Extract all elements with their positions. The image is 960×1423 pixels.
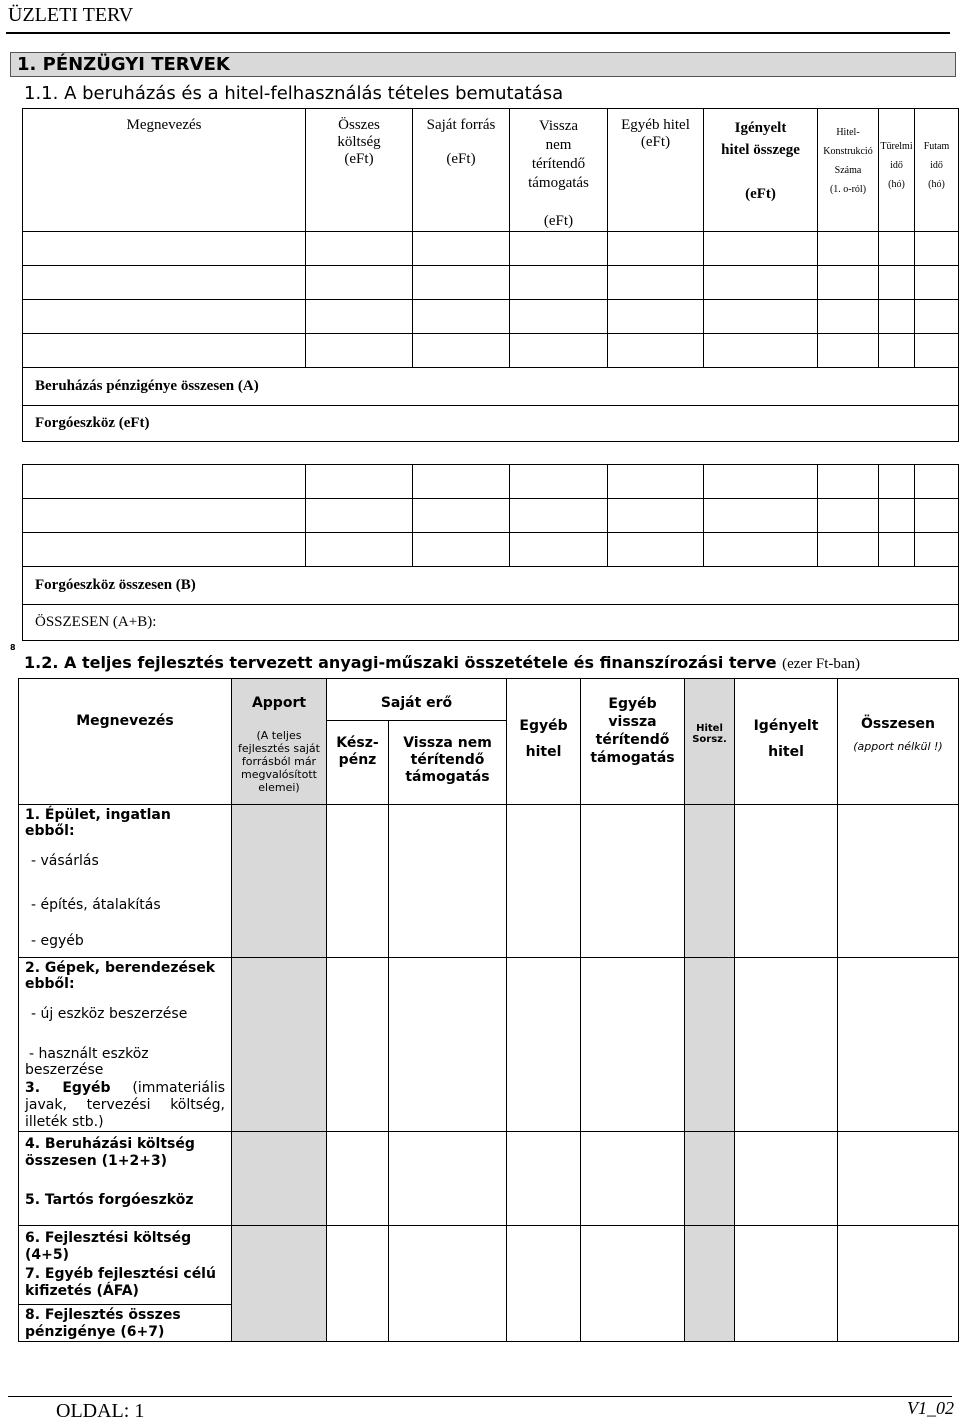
forgoeszkoz-row: Forgóeszköz (eFt) <box>23 406 959 442</box>
document-header-title: ÜZLETI TERV <box>8 4 134 26</box>
row-label-egyeb-3: 3. Egyéb (immateriális javak, tervezési költség, illeték stb.) <box>25 1080 225 1130</box>
col-megnevezes: Megnevezés <box>23 109 306 232</box>
total-label-cell <box>19 1132 232 1226</box>
table-row <box>23 232 959 266</box>
col-turelmi-ido: Türelmi idő (hó) <box>879 109 915 232</box>
footnote-marker: 8 <box>10 643 16 652</box>
row-label-gepek: 2. Gépek, berendezések ebből: <box>25 960 216 992</box>
col-igenyelt-hitel-2: Igényelt hitel <box>735 679 838 805</box>
current-assets-table <box>22 464 959 641</box>
table-row <box>23 334 959 368</box>
col-igenyelt-hitel: Igényelt hitel összege (eFt) <box>704 109 818 232</box>
col-futam-ido: Futam idő (hó) <box>915 109 959 232</box>
col-hitel-sorsz: Hitel Sorsz. <box>685 679 735 805</box>
version-label: V1_02 <box>907 1398 954 1418</box>
building-label-cell <box>19 805 232 958</box>
input-cell[interactable] <box>23 300 306 334</box>
section-1-2-title: 1.2. A teljes fejlesztés tervezett anyagi-műszaki összetétele és finanszírozási terve (ezer Ft-ban) <box>24 653 861 672</box>
row-label-afa: 7. Egyéb fejlesztési célú kifizetés (ÁFA) <box>19 1266 231 1305</box>
table-row <box>23 266 959 300</box>
table-row <box>23 465 959 499</box>
total-row: ÖSSZESEN (A+B): <box>23 605 959 641</box>
section-1-1-title: 1.1. A beruházás és a hitel-felhasználás tételes bemutatása <box>24 83 564 104</box>
col-egyeb-hitel-2: Egyéb hitel <box>507 679 581 805</box>
row-label-egyeb-1: - egyéb <box>31 933 84 949</box>
row-label-fejlesztesi-koltseg: 6. Fejlesztési költség (4+5) <box>25 1230 192 1263</box>
table-row <box>23 533 959 567</box>
apport-note: (A teljes fejlesztés saját forrásból már megvalósított elemei) <box>238 729 320 794</box>
input-cell[interactable] <box>23 533 306 567</box>
col-vissza-nem-teritendo: Vissza nem térítendő támogatás (eFt) <box>510 109 608 232</box>
col-hitel-konstrukcio: Hitel- Konstrukció Száma (1. o-ról) <box>818 109 879 232</box>
input-cell[interactable] <box>23 266 306 300</box>
row-label-tartos-forgoeszkoz: 5. Tartós forgóeszköz <box>25 1192 194 1208</box>
col-megnevezes-2: Megnevezés <box>19 679 232 805</box>
col-apport: Apport (A teljes fejlesztés saját forrásból már megvalósított elemei) <box>232 679 327 805</box>
row-label-epites: - építés, átalakítás <box>31 897 161 913</box>
col-sajat-forras: Saját forrás (eFt) <box>413 109 510 232</box>
footer-divider <box>8 1396 952 1397</box>
row-label-epulet: 1. Épület, ingatlan ebből: <box>25 807 171 839</box>
col-osszes-koltseg: Összes költség (eFt) <box>306 109 413 232</box>
sum-a-row: Beruházás pénzigénye összesen (A) <box>23 368 959 406</box>
header-divider <box>6 32 950 34</box>
sum-b-row: Forgóeszköz összesen (B) <box>23 567 959 605</box>
page-number: OLDAL: 1 <box>56 1400 145 1422</box>
table-row <box>23 499 959 533</box>
input-cell[interactable] <box>23 334 306 368</box>
col-sajat-ero: Saját erő <box>327 679 507 721</box>
input-cell[interactable] <box>23 465 306 499</box>
summary-label-cell <box>19 1226 232 1342</box>
row-label-uj-eszkoz: - új eszköz beszerzése <box>31 1006 188 1022</box>
osszesen-note: (apport nélkül !) <box>853 740 943 753</box>
col-vissza-nem-teritendo-2: Vissza nem térítendő támogatás <box>389 721 507 805</box>
row-label-hasznalt-eszkoz: - használt eszköz beszerzése <box>25 1046 149 1078</box>
row-label-vasarlas: - vásárlás <box>31 853 99 869</box>
machinery-label-cell <box>19 958 232 1132</box>
row-label-osszes-penzigeny: 8. Fejlesztés összes pénzigénye (6+7) <box>25 1307 181 1340</box>
table-row <box>23 300 959 334</box>
investment-table <box>22 108 959 442</box>
section-1-title: 1. PÉNZÜGYI TERVEK <box>10 52 956 77</box>
col-egyeb-hitel: Egyéb hitel (eFt) <box>608 109 704 232</box>
col-keszpenz: Kész- pénz <box>327 721 389 805</box>
section-1-2-unit: (ezer Ft-ban) <box>782 656 861 672</box>
row-label-beruhazasi-koltseg: 4. Beruházási költség összesen (1+2+3) <box>25 1136 195 1169</box>
input-cell[interactable] <box>23 499 306 533</box>
input-cell[interactable] <box>23 232 306 266</box>
financing-table <box>18 678 959 1342</box>
col-egyeb-vissza: Egyéb vissza térítendő támogatás <box>581 679 685 805</box>
col-osszesen: Összesen (apport nélkül !) <box>838 679 959 805</box>
